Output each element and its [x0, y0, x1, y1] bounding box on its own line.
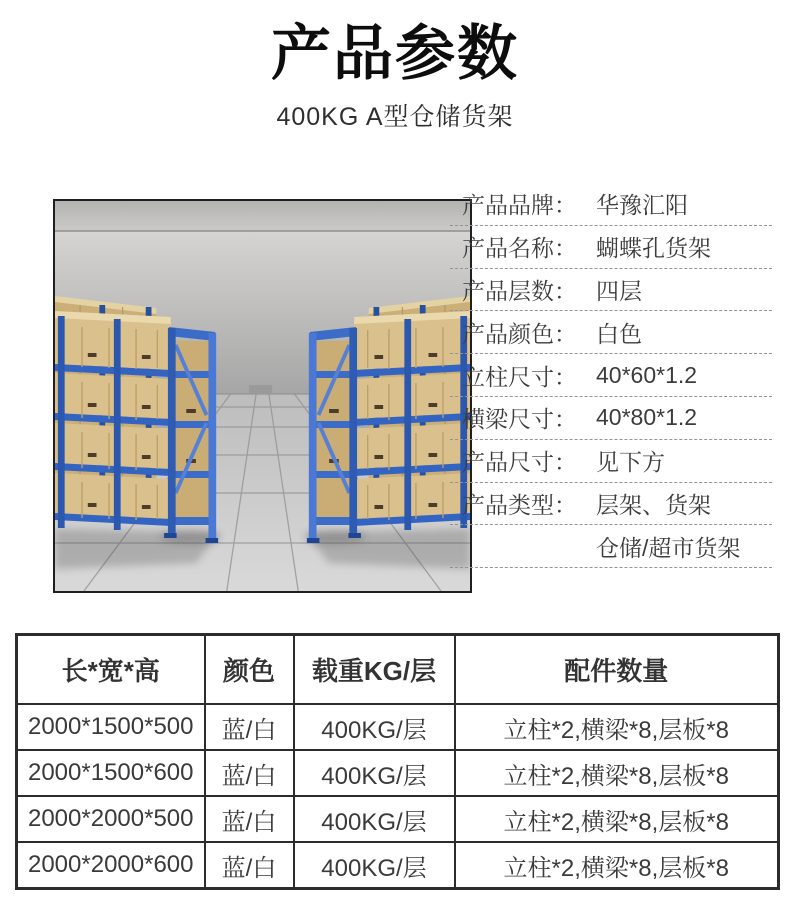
page-title: 产品参数 [271, 20, 519, 87]
spec-value: 见下方 [596, 449, 665, 476]
col-header-parts: 配件数量 [455, 635, 779, 705]
cell-color: 蓝/白 [205, 796, 294, 842]
rack-end-face [164, 327, 218, 543]
table-row [17, 796, 779, 842]
cell-parts: 立柱*2,横梁*8,层板*8 [455, 796, 779, 842]
spec-row-brand [450, 183, 772, 226]
cell-load: 400KG/层 [294, 842, 455, 889]
col-header-color: 颜色 [205, 635, 294, 705]
warehouse-scene [55, 201, 470, 591]
spec-list [450, 183, 772, 569]
spec-label: 产品层数： [462, 277, 577, 304]
spec-label: 产品名称： [462, 235, 577, 262]
spec-row-name [450, 226, 772, 269]
cell-dimensions: 2000*1500*500 [17, 704, 205, 750]
spec-row-product-size [450, 440, 772, 483]
spec-value: 华豫汇阳 [596, 192, 688, 219]
cell-dimensions: 2000*1500*600 [17, 750, 205, 796]
spec-label: 产品尺寸： [462, 449, 577, 476]
spec-row-post-size [450, 354, 772, 397]
cell-dimensions: 2000*2000*500 [17, 796, 205, 842]
cell-dimensions: 2000*2000*600 [17, 842, 205, 889]
spec-label: 横梁尺寸： [462, 406, 577, 433]
spec-label: 立柱尺寸： [462, 363, 577, 390]
spec-label: 产品颜色： [462, 320, 577, 347]
distant-object [249, 385, 272, 394]
rack-row-right [307, 296, 470, 543]
rack-row-left [55, 296, 218, 543]
col-header-load: 载重KG/层 [294, 635, 455, 705]
size-table [15, 633, 780, 890]
spec-value: 仓储/超市货架 [596, 534, 741, 561]
spec-value: 白色 [596, 320, 642, 347]
spec-row-type2 [450, 525, 772, 568]
cell-parts: 立柱*2,横梁*8,层板*8 [455, 704, 779, 750]
spec-label: 产品品牌： [462, 192, 577, 219]
spec-label: 产品类型： [462, 491, 577, 518]
cell-load: 400KG/层 [294, 704, 455, 750]
table-row [17, 750, 779, 796]
spec-row-color [450, 311, 772, 354]
table-row [17, 704, 779, 750]
rack-front [55, 311, 171, 530]
cell-load: 400KG/层 [294, 750, 455, 796]
table-header-row [17, 635, 779, 705]
spec-value: 40*80*1.2 [596, 404, 698, 431]
col-header-dimensions: 长*宽*高 [17, 635, 205, 705]
spec-value: 四层 [596, 277, 642, 304]
spec-row-layers [450, 269, 772, 312]
cell-parts: 立柱*2,横梁*8,层板*8 [455, 750, 779, 796]
spec-value: 40*60*1.2 [596, 361, 698, 388]
spec-row-beam-size [450, 397, 772, 440]
spec-value: 蝴蝶孔货架 [596, 235, 711, 262]
table-row [17, 842, 779, 889]
cell-color: 蓝/白 [205, 704, 294, 750]
spec-value: 层架、货架 [596, 491, 711, 518]
cell-color: 蓝/白 [205, 842, 294, 889]
page-header [0, 22, 790, 133]
product-image [53, 199, 472, 593]
cell-parts: 立柱*2,横梁*8,层板*8 [455, 842, 779, 889]
page-subtitle: 400KG A型仓储货架 [276, 103, 514, 131]
cell-color: 蓝/白 [205, 750, 294, 796]
spec-row-type [450, 483, 772, 526]
cell-load: 400KG/层 [294, 796, 455, 842]
